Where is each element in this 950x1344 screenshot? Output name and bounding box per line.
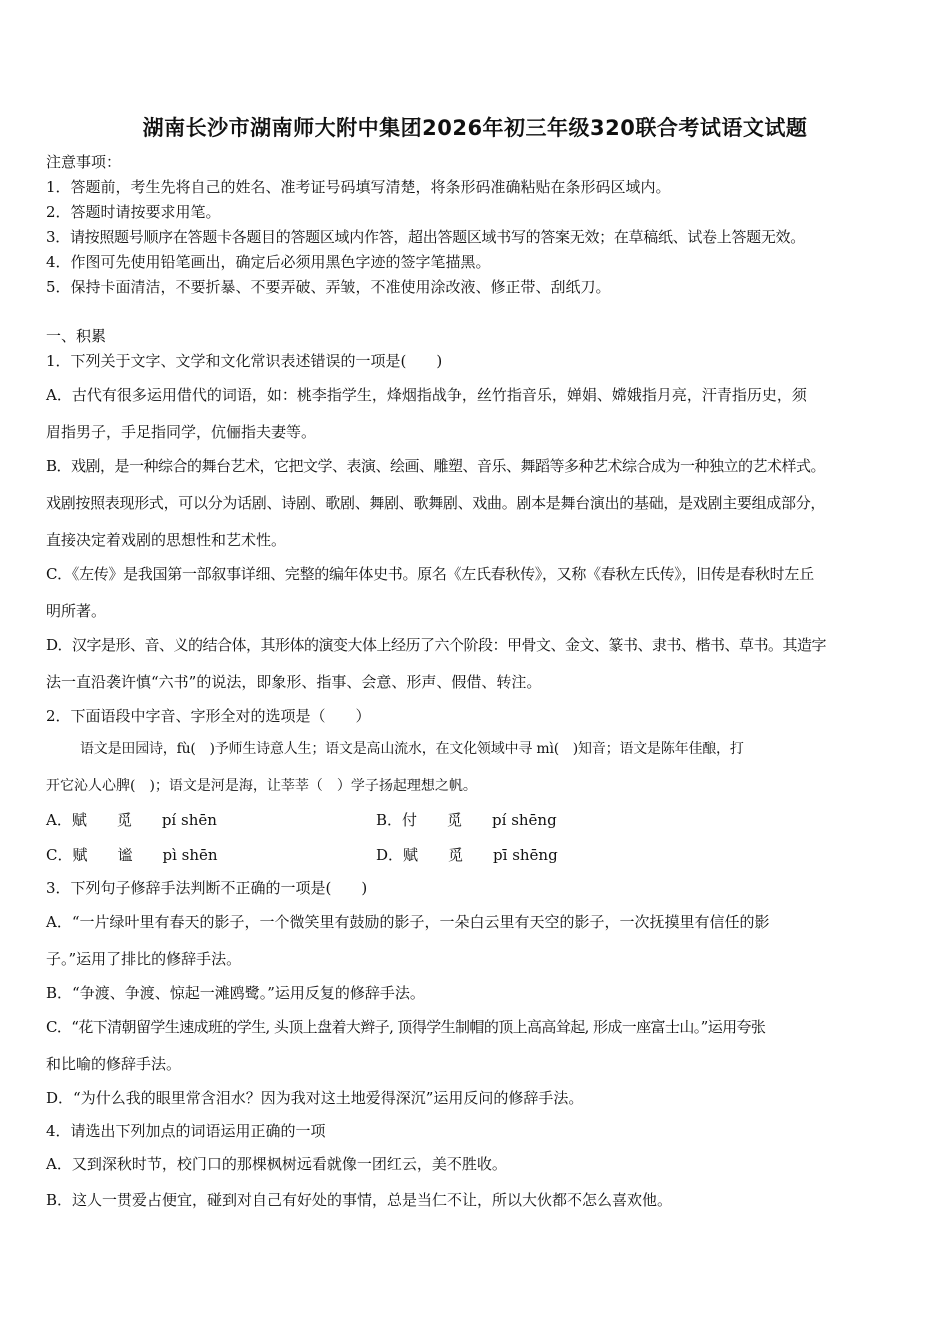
notice-item: 4．作图可先使用铅笔画出，确定后必须用黑色字迹的签字笔描黑。 (46, 253, 491, 271)
question-1-option-b-cont: 戏剧按照表现形式，可以分为话剧、诗剧、歌剧、舞剧、歌舞剧、戏曲。剧本是舞台演出的基础，是戏剧主要组成部分， (46, 494, 826, 512)
question-2-option-d: D．赋 觅 pī shēng (376, 846, 558, 864)
section-heading: 一、积累 (46, 327, 107, 345)
question-1-option-a-cont: 眉指男子，手足指同学，伉俪指夫妻等。 (46, 423, 317, 441)
notice-item: 1．答题前，考生先将自己的姓名、准考证号码填写清楚，将条形码准确粘贴在条形码区域内。 (46, 178, 671, 196)
question-1-option-d-cont: 法一直沿袭许慎“六书”的说法，即象形、指事、会意、形声、假借、转注。 (46, 673, 542, 691)
page-title: 湖南长沙市湖南师大附中集团2026年初三年级320联合考试语文试题 (142, 116, 808, 140)
question-2-option-b: B．付 觅 pí shēng (376, 811, 557, 829)
question-2-passage: 语文是田园诗，fù( )予师生诗意人生；语文是高山流水，在文化领域中寻 mì( )知音；语文是陈年佳酿，打 (80, 741, 744, 757)
question-1-option-d: D．汉字是形、音、义的结合体，其形体的演变大体上经历了六个阶段：甲骨文、金文、篆书、隶书、楷书、草书。其造字 (46, 636, 827, 654)
notice-heading: 注意事项： (46, 153, 122, 171)
question-2-stem: 2．下面语段中字音、字形全对的选项是（ ） (46, 707, 371, 725)
question-3-option-c: C．“花下清朝留学生速成班的学生, 头顶上盘着大辫子, 顶得学生制帽的顶上高高耸起, 形成一座富士山。”运用夸张 (46, 1018, 766, 1036)
question-1-stem: 1．下列关于文字、文学和文化常识表述错误的一项是( ) (46, 352, 443, 370)
question-3-option-d: D．“为什么我的眼里常含泪水？因为我对这土地爱得深沉”运用反问的修辞手法。 (46, 1089, 584, 1107)
question-3-option-c-cont: 和比喻的修辞手法。 (46, 1055, 182, 1073)
question-2-passage-cont: 开它沁人心脾( )；语文是河是海，让莘莘（ ）学子扬起理想之帆。 (46, 778, 477, 794)
question-1-option-c-cont: 明所著。 (46, 602, 107, 620)
question-4-option-a: A．又到深秋时节，校门口的那棵枫树远看就像一团红云，美不胜收。 (46, 1155, 507, 1173)
question-1-option-a: A．古代有很多运用借代的词语，如：桃李指学生，烽烟指战争，丝竹指音乐，婵娟、嫦娥指月亮，汗青指历史，须 (46, 386, 807, 404)
question-1-option-b: B．戏剧，是一种综合的舞台艺术，它把文学、表演、绘画、雕塑、音乐、舞蹈等多种艺术综合成为一种独立的艺术样式。 (46, 457, 826, 475)
notice-item: 2．答题时请按要求用笔。 (46, 203, 221, 221)
notice-item: 5．保持卡面清洁，不要折暴、不要弄破、弄皱，不准使用涂改液、修正带、刮纸刀。 (46, 278, 611, 296)
question-2-option-a: A．赋 觅 pí shēn (46, 811, 217, 829)
notice-item: 3．请按照题号顺序在答题卡各题目的答题区域内作答，超出答题区域书写的答案无效；在草稿纸、试卷上答题无效。 (46, 228, 805, 246)
question-3-option-a-cont: 子。”运用了排比的修辞手法。 (46, 950, 242, 968)
question-1-option-c: C．《左传》是我国第一部叙事详细、完整的编年体史书。原名《左氏春秋传》，又称《春秋左氏传》，旧传是春秋时左丘 (46, 565, 814, 583)
question-2-option-c: C．赋 谧 pì shēn (46, 846, 218, 864)
question-4-stem: 4．请选出下列加点的词语运用正确的一项 (46, 1122, 326, 1140)
question-3-option-a: A．“一片绿叶里有春天的影子，一个微笑里有鼓励的影子，一朵白云里有天空的影子，一次抚摸里有信任的影 (46, 913, 770, 931)
question-4-option-b: B．这人一贯爱占便宜，碰到对自己有好处的事情，总是当仁不让，所以大伙都不怎么喜欢他。 (46, 1191, 673, 1209)
question-3-stem: 3．下列句子修辞手法判断不正确的一项是( ) (46, 879, 368, 897)
question-3-option-b: B．“争渡、争渡、惊起一滩鸥鹭。”运用反复的修辞手法。 (46, 984, 425, 1002)
question-1-option-b-cont: 直接决定着戏剧的思想性和艺术性。 (46, 531, 287, 549)
